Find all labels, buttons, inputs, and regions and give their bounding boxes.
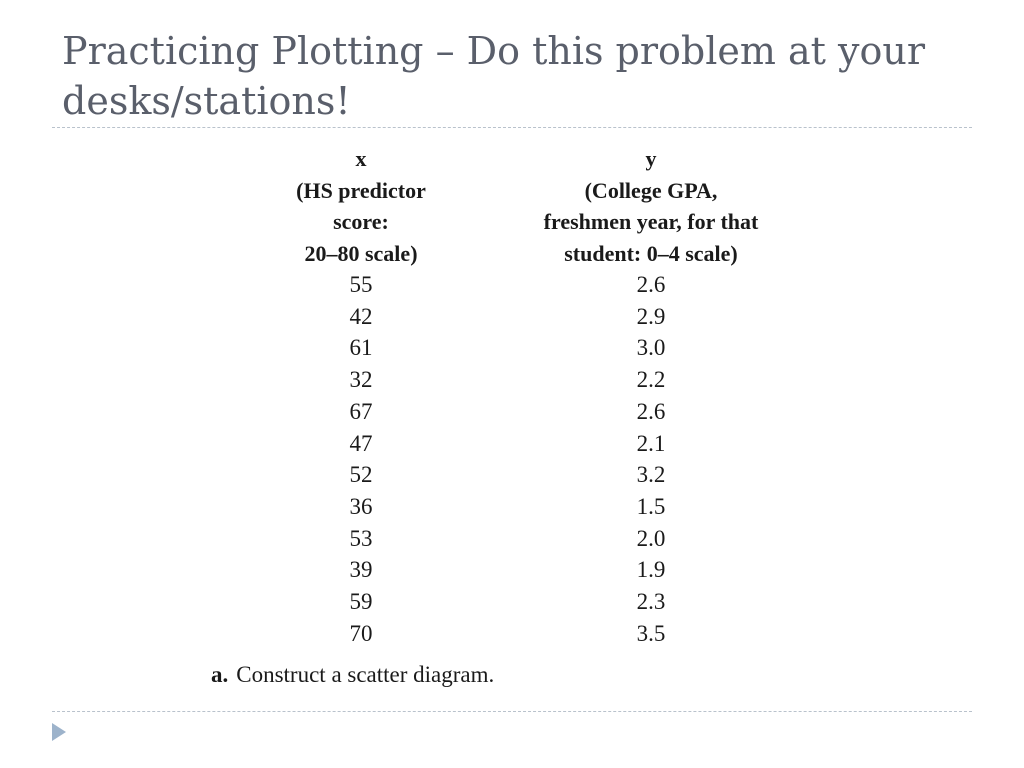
table-row <box>258 332 838 364</box>
x-column-header <box>258 143 464 269</box>
table-row <box>258 618 838 650</box>
x-value: 55 <box>349 272 373 297</box>
x-value: 32 <box>349 367 373 393</box>
y-value: 3.5 <box>636 620 666 646</box>
x-value: 47 <box>349 430 373 456</box>
x-value: 52 <box>349 462 373 488</box>
x-header-line: score: <box>333 209 389 234</box>
x-value: 39 <box>349 557 373 583</box>
y-value: 3.0 <box>636 335 666 361</box>
data-table <box>258 143 838 649</box>
y-header-line: y <box>645 146 657 171</box>
table-header-row <box>258 143 838 269</box>
y-value: 3.2 <box>636 462 666 488</box>
question-label: a. <box>211 662 229 687</box>
y-header-line: student: 0–4 scale) <box>564 240 738 266</box>
y-value: 2.6 <box>636 398 666 424</box>
table-row <box>258 269 838 301</box>
slide-title: Practicing Plotting – Do this problem at your desks/stations! <box>62 29 925 123</box>
x-value: 70 <box>349 620 373 646</box>
table-row <box>258 396 838 428</box>
y-value: 1.5 <box>636 493 666 519</box>
question-text: Construct a scatter diagram. <box>236 662 495 687</box>
title-divider <box>52 127 972 128</box>
x-value: 67 <box>349 398 373 424</box>
y-value: 2.1 <box>636 430 666 456</box>
table-row <box>258 459 838 491</box>
x-value: 36 <box>349 493 373 519</box>
y-value: 2.6 <box>636 272 666 297</box>
y-value: 2.0 <box>636 525 666 551</box>
table-row <box>258 554 838 586</box>
y-header-line: (College GPA, <box>584 177 718 203</box>
y-column-header <box>464 143 838 269</box>
x-value: 53 <box>349 525 373 551</box>
y-header-line: freshmen year, for that <box>543 209 759 234</box>
footer-divider <box>52 711 972 712</box>
table-row <box>258 523 838 555</box>
table-row <box>258 491 838 523</box>
table-row <box>258 301 838 333</box>
question-a <box>211 660 494 690</box>
y-value: 2.2 <box>636 367 666 393</box>
y-value: 2.3 <box>636 589 666 615</box>
x-value: 59 <box>349 589 373 615</box>
y-value: 1.9 <box>636 557 666 583</box>
table-row <box>258 364 838 396</box>
x-value: 42 <box>349 303 373 329</box>
x-header-line: (HS predictor <box>296 177 426 203</box>
x-header-line: x <box>355 146 367 171</box>
y-value: 2.9 <box>636 303 666 329</box>
x-value: 61 <box>349 335 373 361</box>
x-header-line: 20–80 scale) <box>304 240 418 266</box>
triangle-right-icon <box>52 723 66 741</box>
table-row <box>258 586 838 618</box>
table-row <box>258 428 838 460</box>
